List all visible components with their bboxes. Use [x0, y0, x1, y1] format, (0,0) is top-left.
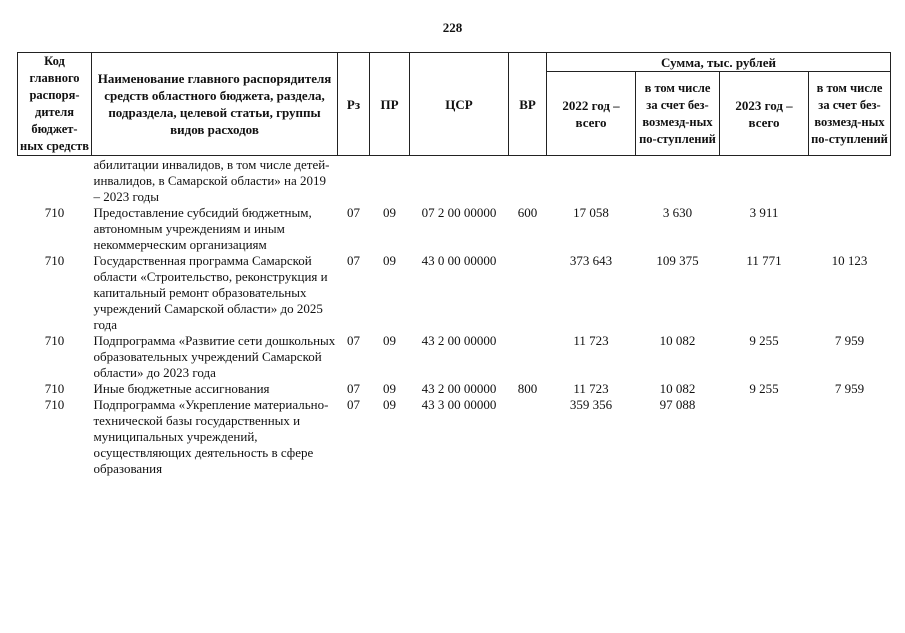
- table-row: [18, 333, 891, 381]
- cell-rz: [338, 156, 370, 206]
- cell-total-2022: [547, 156, 636, 206]
- cell-rz: 07: [347, 381, 360, 396]
- cell-free-2022: 97 088: [659, 397, 696, 412]
- cell-free-2023: [809, 205, 891, 253]
- cell-free-2023: 7 959: [834, 333, 865, 348]
- cell-free-2022: 109 375: [656, 253, 699, 268]
- cell-total-2023: 3 911: [749, 205, 779, 220]
- cell-pr: 09: [383, 397, 396, 412]
- cell-total-2023: [720, 397, 809, 477]
- cell-total-2022: 359 356: [569, 397, 613, 412]
- cell-total-2023: 11 771: [746, 253, 782, 268]
- cell-code: 710: [44, 205, 65, 220]
- cell-name: Подпрограмма «Укрепление материально-технической базы государственных и муниципальных учреждений, осуществляющих деятельность в сфере образования: [93, 397, 329, 476]
- cell-pr: 09: [383, 381, 396, 396]
- header-vr: ВР: [509, 53, 547, 156]
- cell-total-2022: 11 723: [573, 381, 609, 396]
- cell-csr: 43 0 00 00000: [421, 253, 497, 268]
- header-sum-group: Сумма, тыс. рублей: [547, 53, 891, 72]
- cell-name: Государственная программа Самарской области «Строительство, реконструкция и капитальный ремонт образовательных учреждений Самарской области» до 2025 года: [93, 253, 328, 332]
- header-pr: ПР: [370, 53, 410, 156]
- cell-code: 710: [44, 333, 65, 348]
- header-free-2022: в том числе за счет без-возмезд-ных по-ступлений: [636, 72, 720, 156]
- cell-vr: [509, 333, 547, 381]
- cell-csr: 43 2 00 00000: [421, 381, 497, 396]
- cell-free-2022: 10 082: [659, 333, 696, 348]
- cell-free-2023: 7 959: [834, 381, 865, 396]
- cell-rz: 07: [347, 397, 360, 412]
- cell-name: Подпрограмма «Развитие сети дошкольных образовательных учреждений Самарской области» до 2023 года: [93, 333, 336, 380]
- cell-csr: 43 3 00 00000: [421, 397, 497, 412]
- table-row: [18, 253, 891, 333]
- table-row: [18, 156, 891, 206]
- budget-table: [17, 52, 891, 477]
- cell-total-2022: 17 058: [573, 205, 609, 220]
- header-csr: ЦСР: [410, 53, 509, 156]
- cell-total-2023: 9 255: [749, 381, 779, 396]
- cell-free-2023: [809, 156, 891, 206]
- cell-free-2022: [636, 156, 720, 206]
- table-header: [18, 53, 891, 156]
- cell-rz: 07: [347, 333, 360, 348]
- table-row: [18, 397, 891, 477]
- cell-vr: 600: [517, 205, 538, 220]
- header-total-2023: 2023 год – всего: [720, 72, 809, 156]
- cell-name: Иные бюджетные ассигнования: [93, 381, 270, 396]
- header-free-2023: в том числе за счет без-возмезд-ных по-ступлений: [809, 72, 891, 156]
- cell-code: 710: [44, 381, 65, 396]
- header-name: Наименование главного распорядителя средств областного бюджета, раздела, подраздела, целевой статьи, группы видов расходов: [92, 53, 338, 156]
- cell-csr: [410, 156, 509, 206]
- cell-free-2023: 10 123: [831, 253, 868, 268]
- cell-rz: 07: [347, 205, 360, 220]
- cell-code: [18, 156, 92, 206]
- cell-total-2022: 11 723: [573, 333, 609, 348]
- cell-csr: 07 2 00 00000: [421, 205, 497, 220]
- cell-total-2022: 373 643: [569, 253, 613, 268]
- header-code: Код главного распоря-дителя бюджет-ных средств: [18, 53, 92, 156]
- cell-rz: 07: [347, 253, 360, 268]
- cell-free-2022: 10 082: [659, 381, 696, 396]
- cell-total-2023: 9 255: [749, 333, 779, 348]
- cell-vr: [509, 253, 547, 333]
- cell-pr: [370, 156, 410, 206]
- cell-pr: 09: [383, 205, 396, 220]
- cell-pr: 09: [383, 333, 396, 348]
- table-row: [18, 205, 891, 253]
- cell-name: Предоставление субсидий бюджетным, автономным учреждениям и иным некоммерческим организациям: [93, 205, 312, 252]
- cell-pr: 09: [383, 253, 396, 268]
- cell-name: абилитации инвалидов, в том числе детей-инвалидов, в Самарской области» на 2019 – 2023 годы: [93, 157, 330, 204]
- cell-free-2022: 3 630: [662, 205, 693, 220]
- header-total-2022: 2022 год – всего: [547, 72, 636, 156]
- table-body: [18, 156, 891, 478]
- table-row: [18, 381, 891, 397]
- cell-vr: [509, 397, 547, 477]
- cell-total-2023: [720, 156, 809, 206]
- cell-free-2023: [809, 397, 891, 477]
- header-rz: Рз: [338, 53, 370, 156]
- cell-code: 710: [44, 397, 65, 412]
- cell-csr: 43 2 00 00000: [421, 333, 497, 348]
- page-number: 228: [442, 20, 463, 35]
- cell-vr: [509, 156, 547, 206]
- cell-vr: 800: [517, 381, 538, 396]
- cell-code: 710: [44, 253, 65, 268]
